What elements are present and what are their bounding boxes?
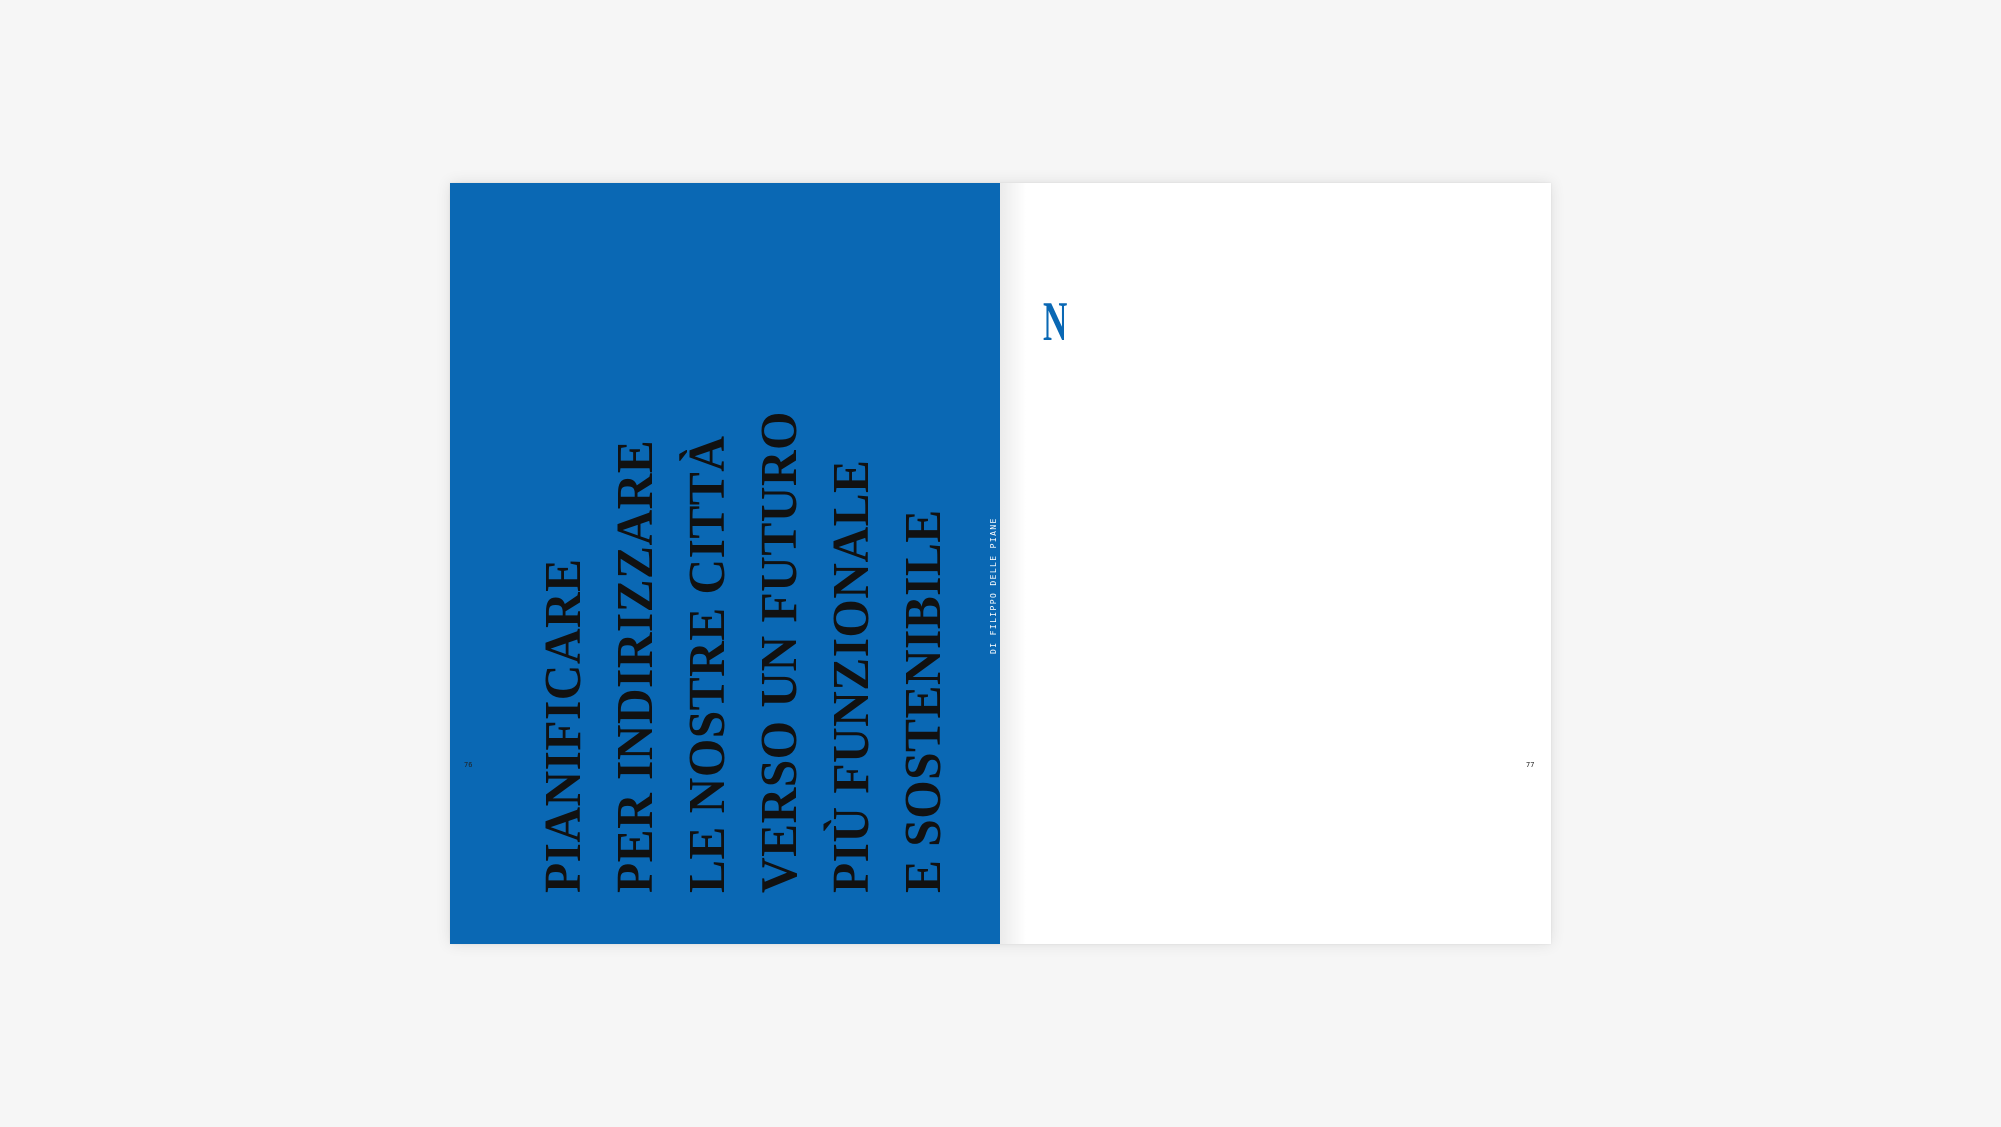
right-page (1000, 183, 1551, 944)
page-gutter-shadow (1000, 183, 1026, 944)
text-column-1 (1043, 291, 1195, 628)
text-column-2 (1206, 298, 1358, 628)
author-byline: DI FILIPPO DELLE PIANE (989, 517, 998, 654)
page-number-left: 76 (464, 761, 473, 769)
headline-line: PIANIFICARE (535, 558, 592, 893)
headline-line: VERSO UN FUTURO (751, 411, 808, 893)
magazine-spread (450, 183, 1551, 944)
headline-line: PIÙ FUNZIONALE (823, 459, 880, 893)
headline-line: LE NOSTRE CITTÀ (679, 435, 736, 893)
page-number-right: 77 (1526, 761, 1535, 769)
headline (528, 263, 952, 893)
headline-line: E SOSTENIBILE (895, 509, 952, 893)
text-column-3 (1364, 298, 1516, 628)
headline-line: PER INDIRIZZARE (607, 439, 664, 893)
drop-cap: N (1043, 291, 1068, 353)
left-page (450, 183, 1000, 944)
